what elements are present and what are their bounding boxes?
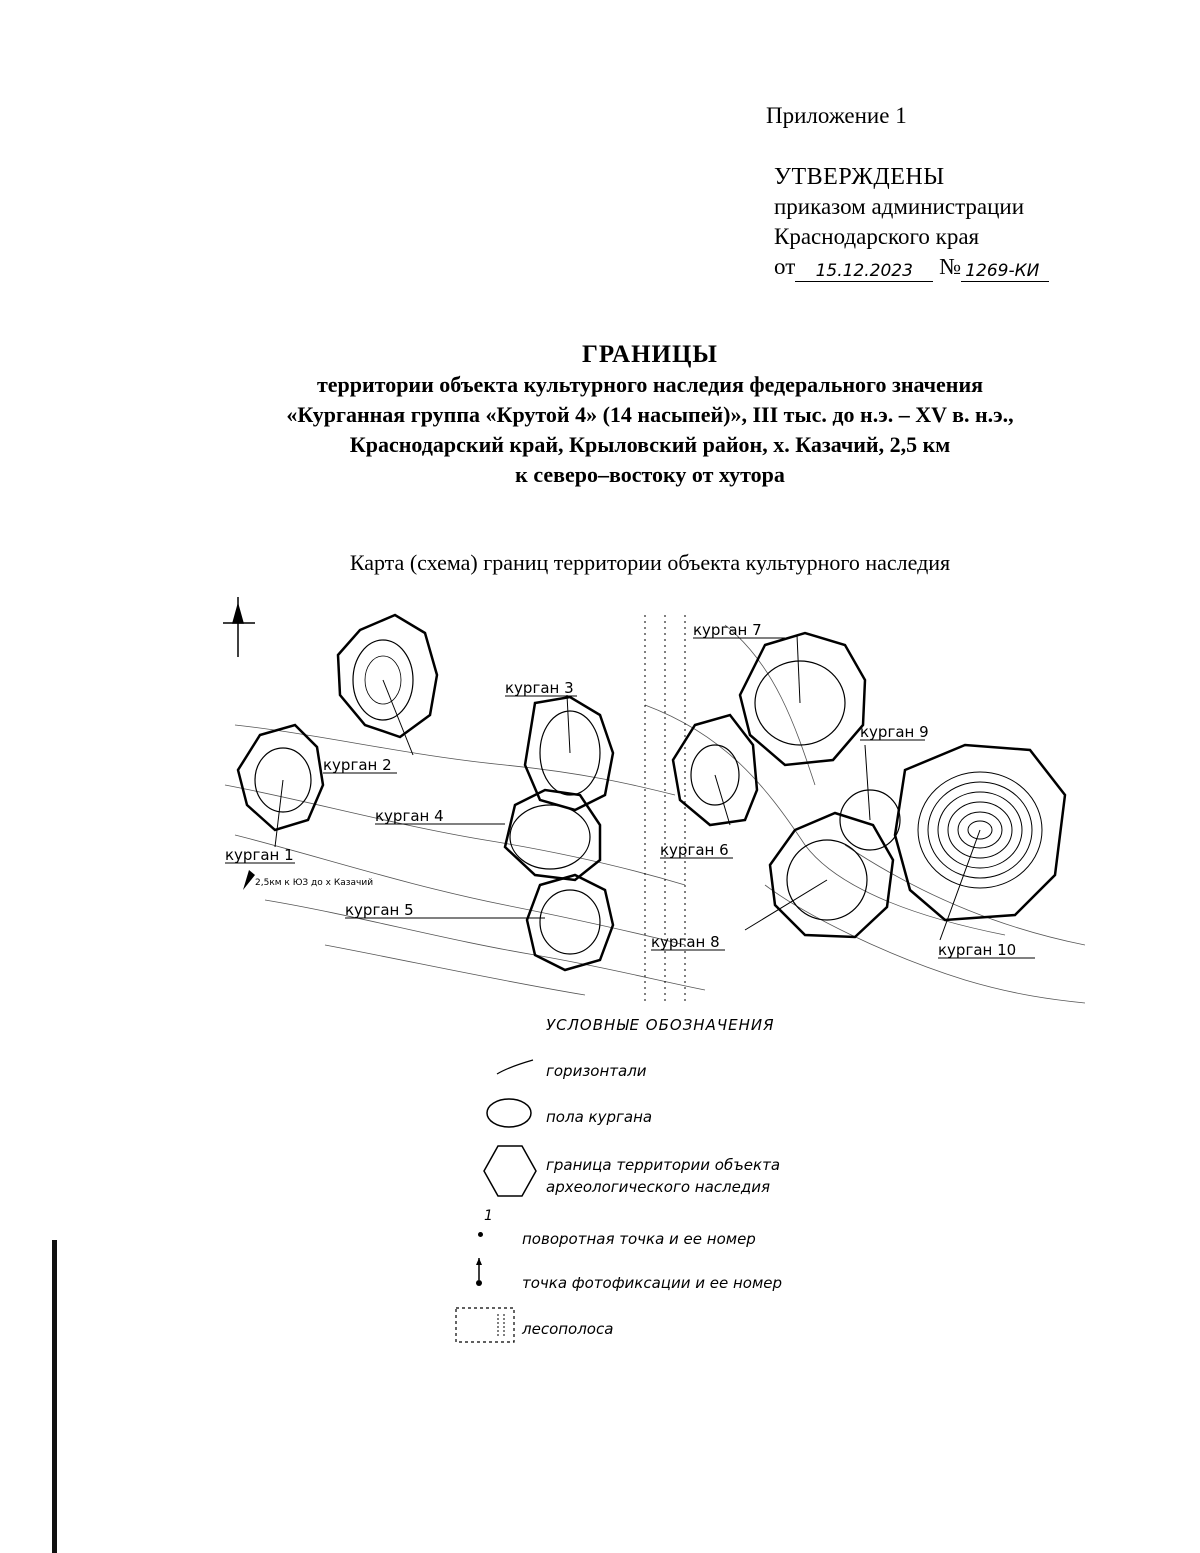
approval-date: 15.12.2023 — [795, 261, 933, 282]
legend-contours: горизонтали — [546, 1062, 647, 1080]
kurgan-7 — [740, 633, 865, 765]
number-prefix: № — [939, 254, 962, 279]
label-kurgan-9: курган 9 — [860, 723, 929, 741]
label-kurgan-2: курган 2 — [323, 756, 392, 774]
annex-label: Приложение 1 — [766, 103, 907, 128]
direction-arrow-icon — [243, 870, 373, 890]
label-kurgan-5: курган 5 — [345, 901, 414, 919]
map-subtitle: Карта (схема) границ территории объекта культурного наследия — [349, 550, 951, 575]
label-kurgan-3: курган 3 — [505, 679, 574, 697]
scan-edge-line — [52, 1240, 57, 1553]
approval-block — [774, 162, 1049, 282]
north-arrow-icon — [223, 597, 255, 657]
label-kurgan-8: курган 8 — [651, 933, 720, 951]
direction-note: 2,5км к ЮЗ до х Казачий — [255, 878, 374, 888]
kurgan-1 — [238, 725, 323, 847]
turning-point-number: 1 — [484, 1208, 493, 1224]
kurgan-labels — [225, 621, 1016, 959]
legend-turning-point: поворотная точка и ее номер — [522, 1230, 756, 1248]
legend-mound-floor: пола кургана — [546, 1108, 653, 1126]
label-kurgan-7: курган 7 — [693, 621, 762, 639]
label-kurgan-1: курган 1 — [225, 846, 294, 864]
heading-line-4: к северо–востоку от хутора — [515, 462, 785, 487]
legend-title: УСЛОВНЫЕ ОБОЗНАЧЕНИЯ — [546, 1016, 775, 1034]
legend-boundary-line-2: археологического наследия — [546, 1178, 770, 1196]
turning-point-symbol-icon — [476, 1208, 496, 1244]
heading-line-3: Краснодарский край, Крыловский район, х. Казачий, 2,5 км — [349, 432, 951, 457]
map-legend — [440, 1010, 900, 1350]
kurgan-2 — [338, 615, 437, 755]
kurgan-9 — [840, 745, 900, 850]
legend-boundary-line-1: граница территории объекта — [546, 1156, 781, 1174]
forest-belt-symbol-icon — [454, 1306, 516, 1346]
approval-line-1: приказом администрации — [774, 194, 1025, 219]
label-kurgan-6: курган 6 — [660, 841, 729, 859]
label-kurgan-10: курган 10 — [938, 941, 1017, 959]
legend-forest-belt: лесополоса — [522, 1320, 614, 1338]
boundary-symbol-icon — [480, 1142, 540, 1200]
mound-floor-symbol-icon — [484, 1096, 534, 1130]
label-kurgan-4: курган 4 — [375, 807, 444, 825]
photo-point-symbol-icon — [473, 1256, 493, 1290]
contour-symbol-icon — [495, 1058, 535, 1078]
approval-number: 1269-КИ — [961, 261, 1049, 282]
heading-line-2: «Курганная группа «Крутой 4» (14 насыпей)», III тыс. до н.э. – XV в. н.э., — [286, 402, 1014, 427]
legend-photo-point: точка фотофиксации и ее номер — [522, 1274, 783, 1292]
approval-title: УТВЕРЖДЕНЫ — [774, 164, 945, 190]
document-heading — [200, 340, 1100, 490]
approval-date-line — [774, 252, 1049, 282]
date-prefix: от — [774, 254, 796, 279]
kurgan-10 — [895, 745, 1065, 940]
approval-line-2: Краснодарского края — [774, 224, 980, 249]
boundary-map — [205, 585, 1085, 1025]
heading-title: ГРАНИЦЫ — [582, 341, 718, 368]
kurgan-6 — [673, 715, 757, 825]
legend-boundary — [546, 1154, 780, 1198]
heading-line-1: территории объекта культурного наследия федерального значения — [316, 372, 984, 397]
